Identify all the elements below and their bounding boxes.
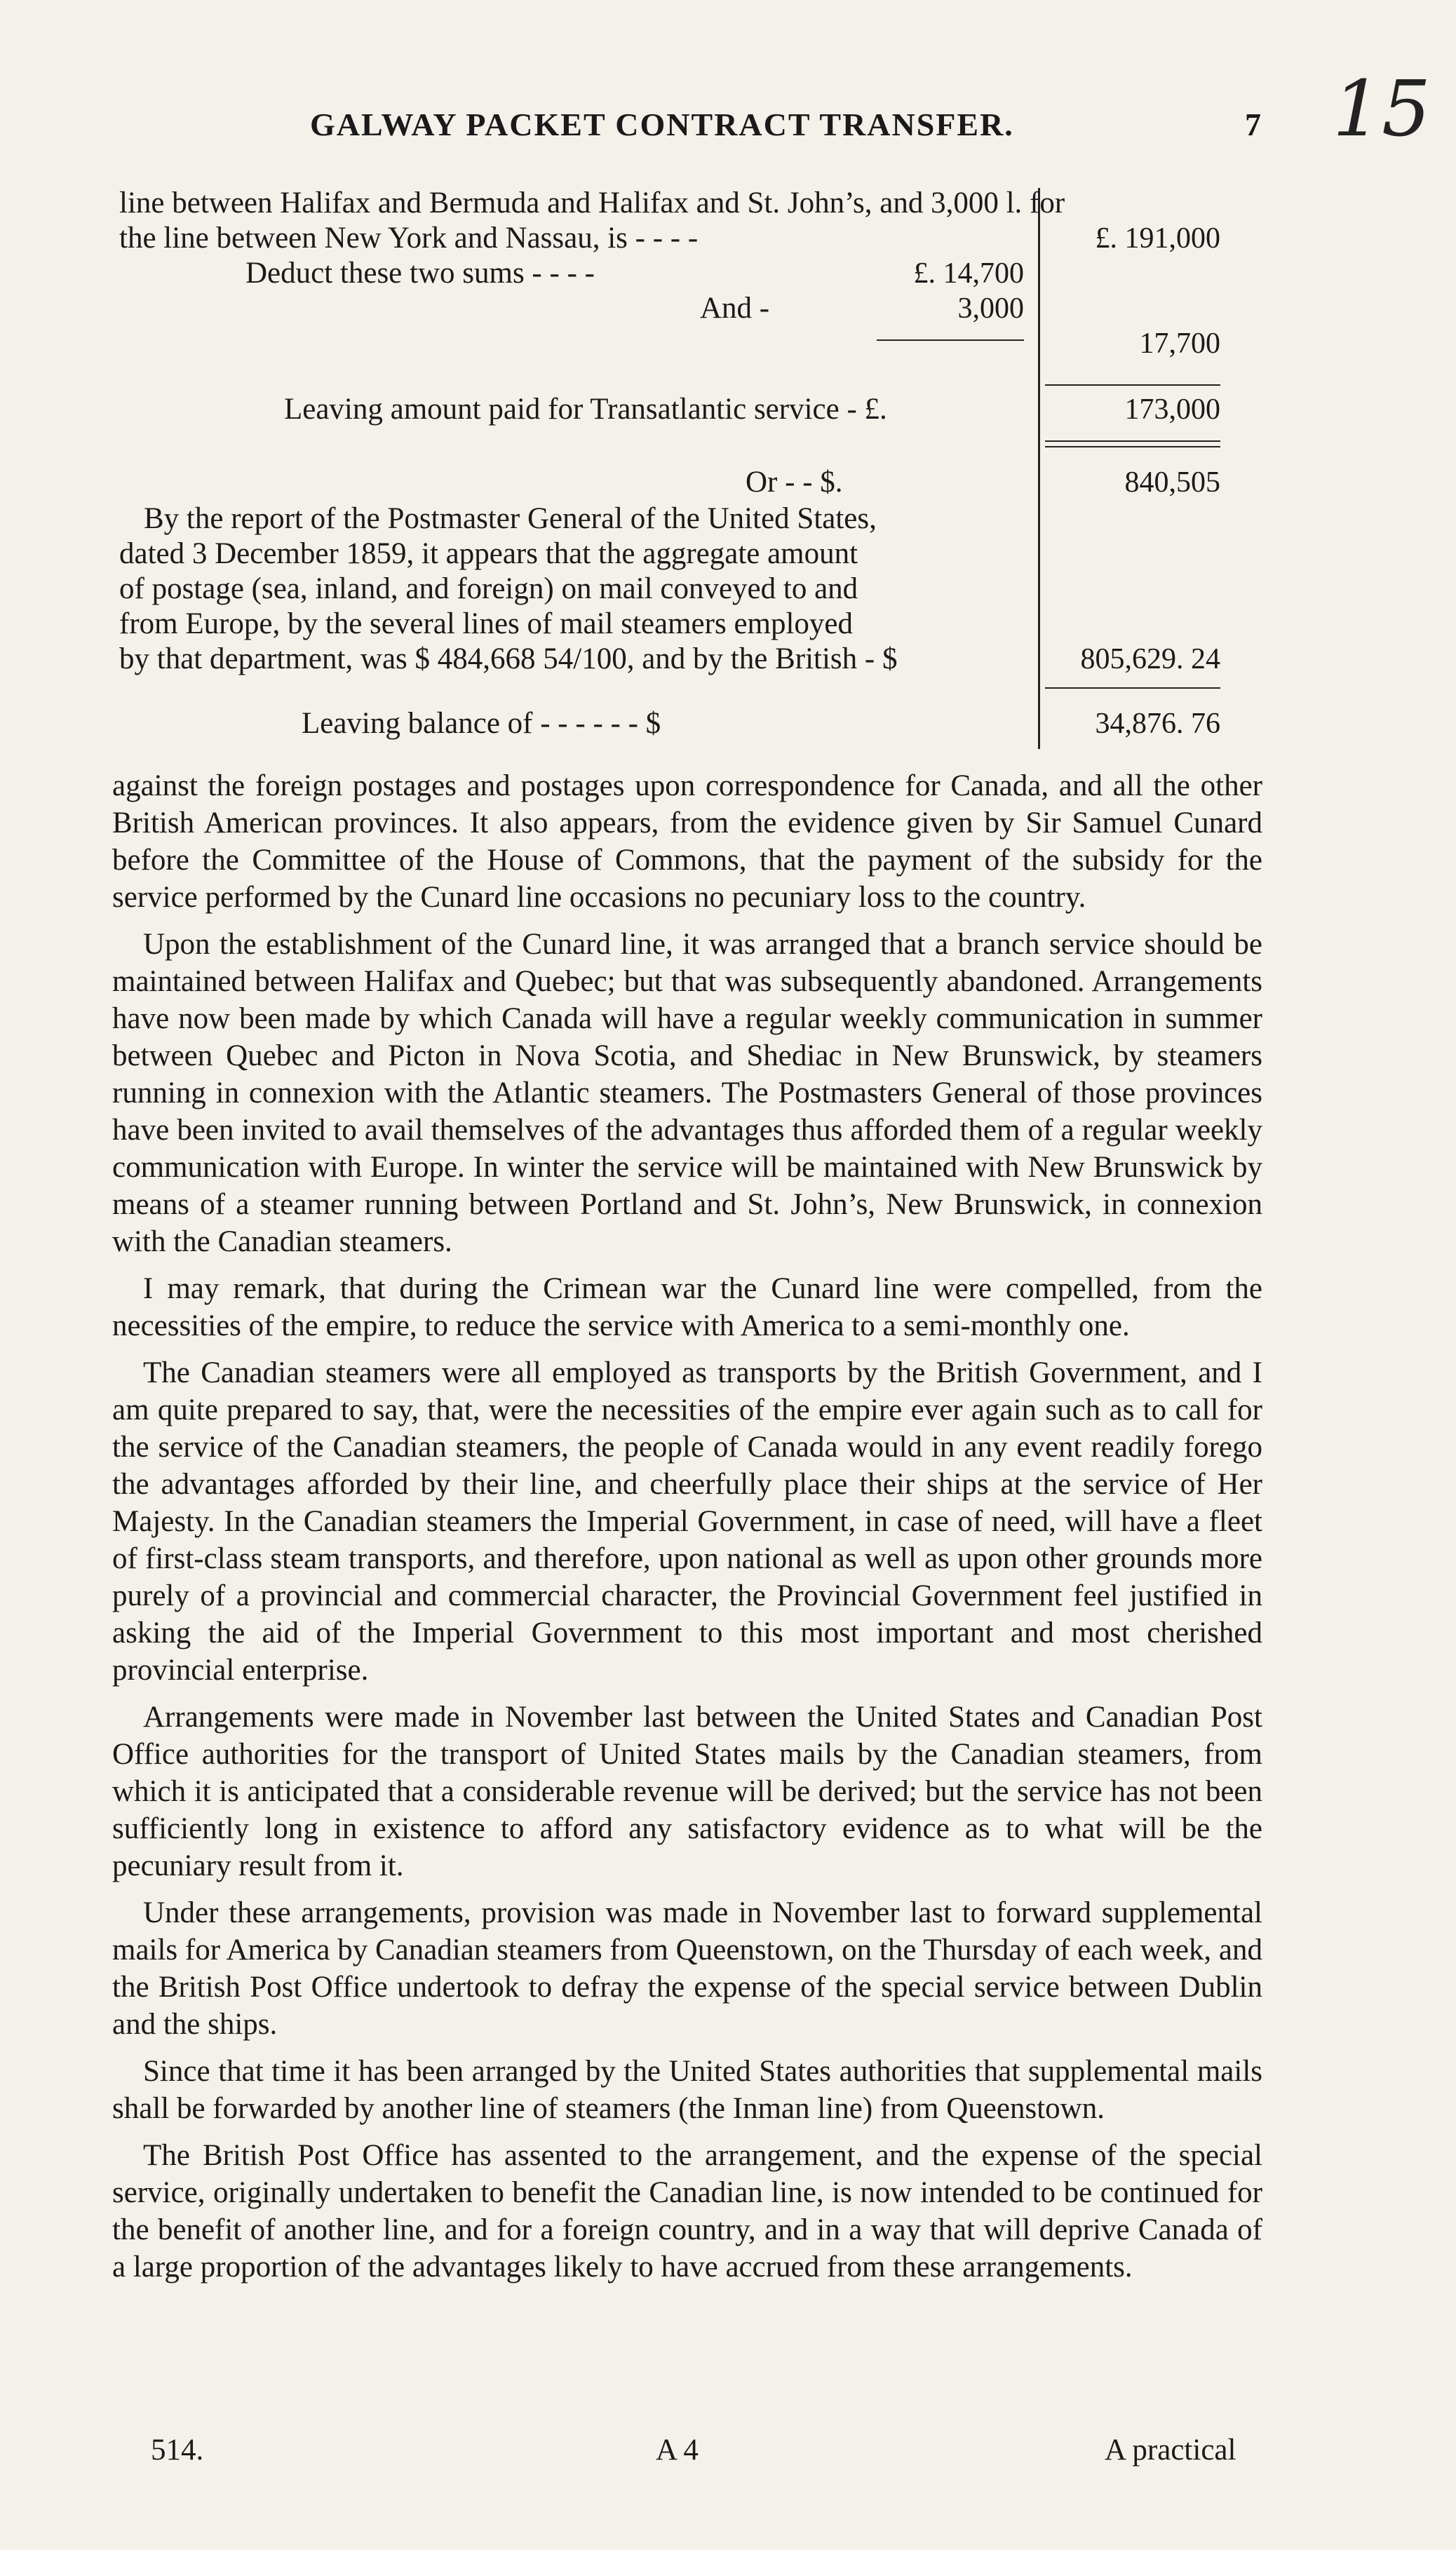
paragraph: The Canadian steamers were all employed as transports by the British Government, and I am quite prepared to say, that, were the necessities of the empire ever again such as to call for the service of the Canadian steamers, the people of Canada would in any event readily forego the advantages afforded by their line, and cheerfully place their ships at the service of Her Majesty. In the Canadian steamers the Imperial Government, in case of need, will have a fleet of first-class steam transports, and therefore, upon national as well as upon other grounds more purely of a provincial and commercial character, the Provincial Government feel justified in asking the aid of the Imperial Government to this most important and most cherished provincial enterprise. [112, 1356, 1262, 1687]
report-line-3: of postage (sea, inland, and foreign) on mail conveyed to and [119, 572, 858, 605]
leaving-amount-label: Leaving amount paid for Transatlantic service - £. [284, 393, 887, 426]
paragraph: Since that time it has been arranged by the United States authorities that supplemental mails shall be forwarded by another line of steamers (the Inman line) from Queenstown. [112, 2055, 1262, 2125]
deduct-total: 17,700 [1139, 328, 1220, 360]
leaving-amount-value: 173,000 [1124, 393, 1220, 426]
paragraph: against the foreign postages and postages upon correspondence for Canada, and all the other British American provinces. It also appears, from the evidence given by Sir Samuel Cunard before the Committee of the House of Commons, that the payment of the subsidy for the service performed by the Cunard line occasions no pecuniary loss to the country. [112, 769, 1262, 914]
paragraph: I may remark, that during the Crimean war the Cunard line were compelled, from the necessities of the empire, to reduce the service with America to a semi-monthly one. [112, 1272, 1262, 1342]
footer-signature-mark: A 4 [656, 2434, 699, 2467]
page-number: 7 [1245, 107, 1262, 142]
footer-document-number: 514. [151, 2434, 204, 2467]
report-line-1: By the report of the Postmaster General of the United States, [144, 502, 877, 535]
or-value: 840,505 [1124, 466, 1220, 499]
report-line-4: from Europe, by the several lines of mail steamers employed [119, 607, 854, 640]
balance-rule [1045, 687, 1220, 689]
handwritten-folio-number: 15 [1333, 64, 1431, 154]
paragraph: The British Post Office has assented to the arrangement, and the expense of the special service, originally undertaken to benefit the Canadian line, is now intended to be continued for the benefit of another line, and for a foreign country, and in a way that will deprive Canada of a large proportion of the advantages likely to have accrued from these arrangements. [112, 2139, 1262, 2283]
leaving-double-rule [1045, 446, 1220, 447]
account-line-2: the line between New York and Nassau, is - - - - [119, 222, 699, 255]
or-label: Or - - $. [746, 466, 843, 499]
report-value: 805,629. 24 [1080, 643, 1220, 675]
leaving-top-rule [1045, 384, 1220, 386]
report-line-5: by that department, was $ 484,668 54/100, and by the British - $ [119, 642, 898, 675]
deduct-value: £. 14,700 [913, 257, 1024, 290]
subtotal-rule [877, 339, 1024, 341]
leaving-bottom-rule [1045, 440, 1220, 442]
account-column-rule [1038, 188, 1040, 749]
balance-value: 34,876. 76 [1095, 708, 1220, 740]
account-line-2-value: £. 191,000 [1095, 222, 1220, 255]
account-line-1: line between Halifax and Bermuda and Halifax and St. John’s, and 3,000 l. for [119, 187, 1065, 220]
and-value: 3,000 [957, 292, 1024, 325]
paragraph: Upon the establishment of the Cunard line, it was arranged that a branch service should be maintained between Halifax and Quebec; but that was subsequently abandoned. Arrangements have now been made by which Canada will have a regular weekly communication in summer between Quebec and Picton in Nova Scotia, and Shediac in New Brunswick, by steamers running in connexion with the Atlantic steamers. The Postmasters General of those provinces have been invited to avail themselves of the advantages thus afforded them of a regular weekly communication with Europe. In winter the service will be maintained with New Brunswick by means of a steamer running between Portland and St. John’s, New Brunswick, in connexion with the Canadian steamers. [112, 928, 1262, 1258]
and-label: And - [700, 292, 770, 325]
footer-catchword: A practical [1105, 2434, 1236, 2467]
paragraph: Arrangements were made in November last between the United States and Canadian Post Office authorities for the transport of United States mails by the Canadian steamers, from which it is anticipated that a considerable revenue will be derived; but the service has not been sufficiently long in existence to afford any satisfactory evidence as to what will be the pecuniary result from it. [112, 1701, 1262, 1882]
report-line-2: dated 3 December 1859, it appears that the aggregate amount [119, 537, 858, 570]
running-title: GALWAY PACKET CONTRACT TRANSFER. [310, 107, 1014, 142]
balance-label: Leaving balance of - - - - - - $ [302, 707, 661, 740]
body-text [112, 767, 1262, 2295]
paragraph: Under these arrangements, provision was made in November last to forward supplemental mails for America by Canadian steamers from Queenstown, on the Thursday of each week, and the British Post Office undertook to defray the expense of the special service between Dublin and the ships. [112, 1896, 1262, 2041]
deduct-label: Deduct these two sums - - - - [245, 257, 595, 290]
